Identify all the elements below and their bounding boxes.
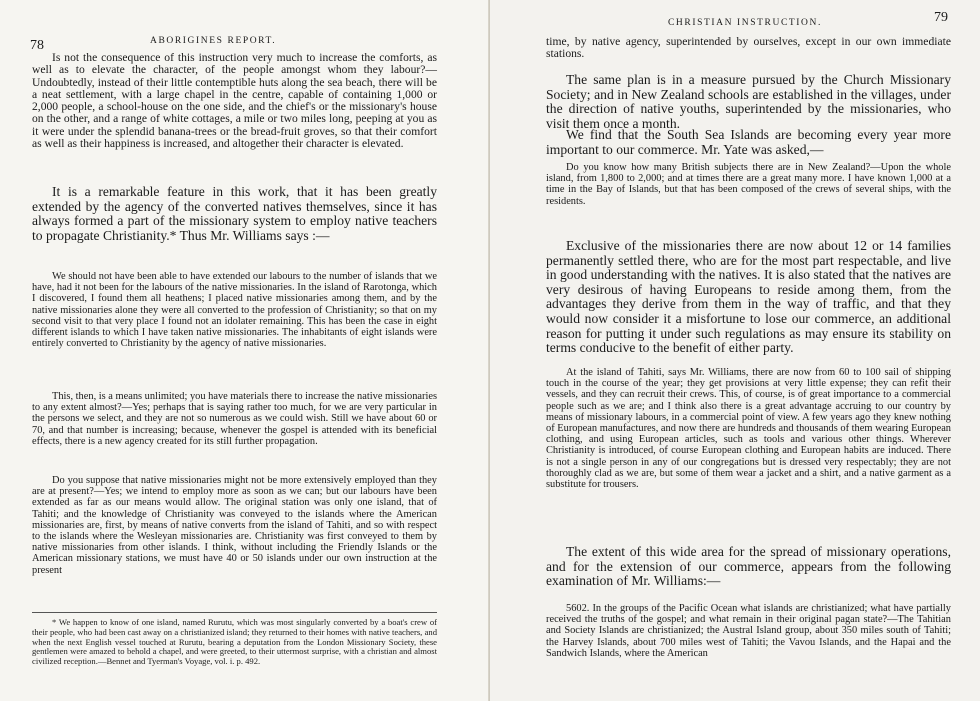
right-paragraph-2: The same plan is in a measure pursued by the Church Missionary Society; and in New Zealand schools are established in the villages, under the direction of native youths, superintended by the missionaries, who visit them once a month. bbox=[546, 72, 951, 131]
left-paragraph-3: We should not have been able to have extended our labours to the number of islands that we have, had it not been for the labours of the native missionaries. In the island of Rarotonga, which I discovered, I found them all heathens; I placed native missionaries among them, and by the native missionaries alone they were all converted to the profession of Christianity; so that on my second visit to that very place I found not an idolater remaining. This has been the case in eight different islands to which I have taken native missionaries. The inhabitants of eight islands were entirely converted to Christianity by the agency of native missionaries. bbox=[32, 271, 437, 350]
left-paragraph-2: It is a remarkable feature in this work, that it has been greatly extended by the agency of the converted natives themselves, since it has always formed a part of the missionary system to employ native teachers to propagate Christianity.* Thus Mr. Williams says :— bbox=[32, 184, 437, 243]
left-paragraph-4: This, then, is a means unlimited; you have materials there to increase the native missionaries to any extent almost?—Yes; perhaps that is saying rather too much, for we are very particular in the persons we select, and they are not so numerous as we could wish. Still we have about 60 or 70, and that number is increasing; because, whenever the gospel is attended with its beneficial effects, there is a new agency created for its still further propagation. bbox=[32, 391, 437, 447]
right-paragraph-3: We find that the South Sea Islands are becoming every year more important to our commerce. Mr. Yate was asked,— bbox=[546, 127, 951, 157]
right-paragraph-5: Exclusive of the missionaries there are now about 12 or 14 families permanently settled there, who are for the most part respectable, and live in good understanding with the natives. It is also stated that the natives are very desirous of having Europeans to reside among them, from the advantages they derive from them in the way of traffic, and that they would now consider it a misfortune to lose our commerce, an additional reason for putting it under such regulations as may ensure its stability on terms conducive to the benefit of either party. bbox=[546, 238, 951, 356]
left-running-head: ABORIGINES REPORT. bbox=[150, 36, 277, 46]
right-paragraph-7: The extent of this wide area for the spread of missionary operations, and for the extension of our commerce, appears from the following examination of Mr. Williams:— bbox=[546, 544, 951, 589]
right-paragraph-4: Do you know how many British subjects there are in New Zealand?—Upon the whole island, from 1,800 to 2,000; and at times there are a great many more. I have known 1,000 at a time in the Bay of Islands, but that has been composed of the crews of several ships, with the residents. bbox=[546, 162, 951, 207]
left-paragraph-5: Do you suppose that native missionaries might not be more extensively employed than they are at present?—Yes; we intend to employ more as soon as we can; but our labours have been extended as far as our means would allow. The original station was only one island, that of Tahiti; and the knowledge of Christianity was conveyed to the islands where the American missionaries are, first, by means of native converts from the island of Tahiti, and so with respect to the islands where the Wesleyan missionaries are. Christianity was first conveyed to them by native missionaries from other islands. I think, without including the Friendly Islands or the American missionary stations, we must have 40 or 50 islands under our own instruction at the present bbox=[32, 475, 437, 576]
right-running-head: CHRISTIAN INSTRUCTION. bbox=[668, 18, 822, 28]
left-footnote: * We happen to know of one island, named Rurutu, which was most singularly converted by a boat's crew of their people, who had been cast away on a christianized island; they returned to their homes with native teachers, and when the next English vessel touched at Rurutu, bearing a deputation from the London Missionary Society, these gentlemen were amazed to behold a chapel, and were greeted, to their uttermost surprise, with a christian and almost civilized reception.—Bennet and Tyerman's Voyage, vol. i. p. 492. bbox=[32, 617, 437, 667]
right-paragraph-8: 5602. In the groups of the Pacific Ocean what islands are christianized; what have partially received the truths of the gospel; and what remain in their original pagan state?—The Tahitian and Society Islands are christianized; the Austral Island group, about 350 miles south of Tahiti; the Harvey Islands, about 700 miles west of Tahiti; the Vavou Islands, and the Hapai and the Sandwich Islands, where the American bbox=[546, 603, 951, 659]
right-paragraph-1: time, by native agency, superintended by ourselves, except in our own immediate stations. bbox=[546, 35, 951, 61]
left-paragraph-1: Is not the consequence of this instruction very much to increase the comforts, as well as to elevate the character, of the people amongst whom they labour?—Undoubtedly, instead of their little contemptible huts along the sea beach, there will be a neat settlement, with a large chapel in the centre, capable of containing 1,000 or 2,000 people, a school-house on the one side, and the chief's or the missionary's house on the other, and a range of white cottages, a mile or two miles long, peeping at you as it were under the splendid banana-trees or the bread-fruit groves, so that their comfort as well as their happiness is increased, and altogether their character is elevated. bbox=[32, 51, 437, 151]
right-page bbox=[490, 0, 980, 701]
right-page-number: 79 bbox=[934, 10, 948, 25]
footnote-rule bbox=[32, 612, 437, 613]
right-paragraph-6: At the island of Tahiti, says Mr. Williams, there are now from 60 to 100 sail of shipping touch in the course of the year; they get provisions at very little expense; they can refit their vessels, and they can recruit their crews. This, of course, is of great importance to a commercial people such as we are; and I think also there is a great advantage accruing to our country by means of missionary labours, in a commercial point of view. A few years ago they knew nothing of European manufactures, and now there are hundreds and thousands of them wearing European clothing, and using European articles, such as tools and various other things. Wherever Christianity is introduced, of course European clothing and European habits are induced. There is not a single person in any of our congregations but is dressed very respectably; they are not thoroughly clad as we are, but some of them wear a jacket and a shirt, and a native garment as a substitute for trousers. bbox=[546, 367, 951, 491]
left-page-number: 78 bbox=[30, 38, 44, 53]
